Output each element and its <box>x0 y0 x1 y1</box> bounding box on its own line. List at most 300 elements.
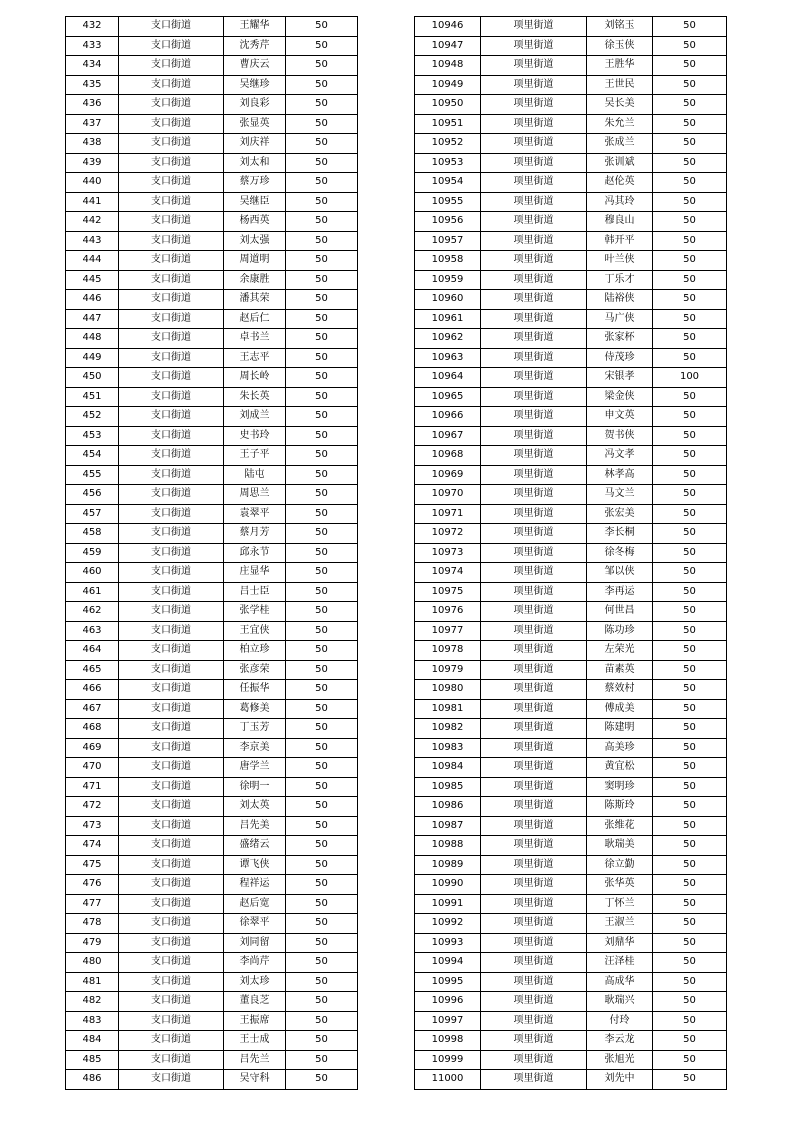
name-cell: 张家杯 <box>587 329 653 349</box>
name-cell: 朱允兰 <box>587 114 653 134</box>
table-row <box>66 699 358 719</box>
name-cell: 汪泽桂 <box>587 953 653 973</box>
table-row <box>66 582 358 602</box>
name-cell: 董良芝 <box>224 992 286 1012</box>
table-row <box>66 777 358 797</box>
row-number-cell: 10983 <box>415 738 481 758</box>
district-cell: 支口街道 <box>119 582 224 602</box>
district-cell: 支口街道 <box>119 251 224 271</box>
row-number-cell: 10946 <box>415 17 481 37</box>
amount-cell: 50 <box>286 660 358 680</box>
district-cell: 项里街道 <box>481 426 587 446</box>
table-row <box>66 134 358 154</box>
table-row <box>415 368 727 388</box>
amount-cell: 50 <box>286 75 358 95</box>
row-number-cell: 10961 <box>415 309 481 329</box>
amount-cell: 50 <box>286 17 358 37</box>
name-cell: 陈斯玲 <box>587 797 653 817</box>
amount-cell: 50 <box>653 992 727 1012</box>
amount-cell: 50 <box>653 231 727 251</box>
amount-cell: 50 <box>286 543 358 563</box>
amount-cell: 50 <box>653 348 727 368</box>
district-cell: 项里街道 <box>481 17 587 37</box>
name-cell: 王宜侠 <box>224 621 286 641</box>
district-cell: 项里街道 <box>481 972 587 992</box>
name-cell: 吕先兰 <box>224 1050 286 1070</box>
amount-cell: 50 <box>286 114 358 134</box>
amount-cell: 50 <box>653 855 727 875</box>
row-number-cell: 10984 <box>415 758 481 778</box>
name-cell: 李长桐 <box>587 524 653 544</box>
row-number-cell: 10975 <box>415 582 481 602</box>
table-row <box>415 231 727 251</box>
amount-cell: 50 <box>653 719 727 739</box>
amount-cell: 50 <box>653 75 727 95</box>
amount-cell: 50 <box>653 582 727 602</box>
row-number-cell: 433 <box>66 36 119 56</box>
name-cell: 吴守科 <box>224 1070 286 1090</box>
district-cell: 支口街道 <box>119 719 224 739</box>
row-number-cell: 10972 <box>415 524 481 544</box>
table-row <box>66 1031 358 1051</box>
name-cell: 马广侠 <box>587 309 653 329</box>
table-row <box>415 699 727 719</box>
row-number-cell: 454 <box>66 446 119 466</box>
row-number-cell: 10976 <box>415 602 481 622</box>
table-row <box>66 894 358 914</box>
row-number-cell: 473 <box>66 816 119 836</box>
table-row <box>66 36 358 56</box>
table-row <box>66 192 358 212</box>
name-cell: 余康胜 <box>224 270 286 290</box>
name-cell: 吕先美 <box>224 816 286 836</box>
table-row <box>415 1011 727 1031</box>
district-cell: 项里街道 <box>481 290 587 310</box>
table-row <box>66 329 358 349</box>
amount-cell: 50 <box>653 114 727 134</box>
district-cell: 支口街道 <box>119 270 224 290</box>
row-number-cell: 10952 <box>415 134 481 154</box>
table-row <box>66 719 358 739</box>
row-number-cell: 10996 <box>415 992 481 1012</box>
name-cell: 盛绪云 <box>224 836 286 856</box>
amount-cell: 50 <box>286 407 358 427</box>
district-cell: 项里街道 <box>481 212 587 232</box>
table-row <box>415 348 727 368</box>
name-cell: 王耀华 <box>224 17 286 37</box>
table-row <box>66 1070 358 1090</box>
table-row <box>66 875 358 895</box>
table-row <box>66 446 358 466</box>
row-number-cell: 10981 <box>415 699 481 719</box>
district-cell: 支口街道 <box>119 972 224 992</box>
row-number-cell: 445 <box>66 270 119 290</box>
row-number-cell: 10997 <box>415 1011 481 1031</box>
name-cell: 徐翠平 <box>224 914 286 934</box>
amount-cell: 50 <box>286 680 358 700</box>
amount-cell: 50 <box>653 251 727 271</box>
row-number-cell: 451 <box>66 387 119 407</box>
amount-cell: 50 <box>286 36 358 56</box>
row-number-cell: 447 <box>66 309 119 329</box>
district-cell: 支口街道 <box>119 212 224 232</box>
table-row <box>66 563 358 583</box>
amount-cell: 50 <box>653 309 727 329</box>
name-cell: 傅成美 <box>587 699 653 719</box>
amount-cell: 50 <box>286 134 358 154</box>
district-cell: 项里街道 <box>481 485 587 505</box>
district-cell: 支口街道 <box>119 231 224 251</box>
row-number-cell: 10968 <box>415 446 481 466</box>
row-number-cell: 10973 <box>415 543 481 563</box>
table-row <box>66 660 358 680</box>
row-number-cell: 467 <box>66 699 119 719</box>
row-number-cell: 10979 <box>415 660 481 680</box>
amount-cell: 50 <box>286 1050 358 1070</box>
district-cell: 支口街道 <box>119 387 224 407</box>
table-row <box>415 75 727 95</box>
name-cell: 吕士臣 <box>224 582 286 602</box>
row-number-cell: 10950 <box>415 95 481 115</box>
district-cell: 支口街道 <box>119 836 224 856</box>
table-row <box>415 543 727 563</box>
district-cell: 支口街道 <box>119 290 224 310</box>
row-number-cell: 10956 <box>415 212 481 232</box>
amount-cell: 50 <box>653 699 727 719</box>
row-number-cell: 10982 <box>415 719 481 739</box>
district-cell: 项里街道 <box>481 621 587 641</box>
amount-cell: 50 <box>653 329 727 349</box>
amount-cell: 50 <box>286 621 358 641</box>
left-table <box>65 16 358 1090</box>
table-row <box>415 114 727 134</box>
amount-cell: 50 <box>653 621 727 641</box>
name-cell: 耿瑞兴 <box>587 992 653 1012</box>
amount-cell: 50 <box>653 953 727 973</box>
row-number-cell: 10974 <box>415 563 481 583</box>
district-cell: 项里街道 <box>481 251 587 271</box>
table-row <box>415 758 727 778</box>
district-cell: 支口街道 <box>119 602 224 622</box>
amount-cell: 50 <box>286 95 358 115</box>
table-row <box>415 836 727 856</box>
table-row <box>415 95 727 115</box>
row-number-cell: 10999 <box>415 1050 481 1070</box>
table-row <box>66 309 358 329</box>
amount-cell: 50 <box>286 641 358 661</box>
table-row <box>415 875 727 895</box>
amount-cell: 50 <box>653 875 727 895</box>
name-cell: 王振席 <box>224 1011 286 1031</box>
row-number-cell: 481 <box>66 972 119 992</box>
name-cell: 赵后仁 <box>224 309 286 329</box>
amount-cell: 50 <box>286 212 358 232</box>
district-cell: 支口街道 <box>119 153 224 173</box>
district-cell: 项里街道 <box>481 36 587 56</box>
table-row <box>415 134 727 154</box>
amount-cell: 50 <box>653 426 727 446</box>
name-cell: 吴继珍 <box>224 75 286 95</box>
name-cell: 赵伦英 <box>587 173 653 193</box>
amount-cell: 50 <box>653 894 727 914</box>
amount-cell: 50 <box>286 309 358 329</box>
name-cell: 刘太珍 <box>224 972 286 992</box>
amount-cell: 50 <box>286 485 358 505</box>
amount-cell: 50 <box>286 602 358 622</box>
name-cell: 潘其荣 <box>224 290 286 310</box>
table-row <box>415 426 727 446</box>
row-number-cell: 10977 <box>415 621 481 641</box>
table-row <box>415 1050 727 1070</box>
row-number-cell: 436 <box>66 95 119 115</box>
district-cell: 支口街道 <box>119 368 224 388</box>
table-row <box>415 270 727 290</box>
name-cell: 陈建明 <box>587 719 653 739</box>
table-row <box>415 56 727 76</box>
district-cell: 支口街道 <box>119 621 224 641</box>
row-number-cell: 10969 <box>415 465 481 485</box>
name-cell: 刘成兰 <box>224 407 286 427</box>
row-number-cell: 485 <box>66 1050 119 1070</box>
district-cell: 项里街道 <box>481 933 587 953</box>
table-row <box>415 738 727 758</box>
row-number-cell: 10998 <box>415 1031 481 1051</box>
table-row <box>415 777 727 797</box>
row-number-cell: 432 <box>66 17 119 37</box>
name-cell: 刘庆祥 <box>224 134 286 154</box>
name-cell: 曹庆云 <box>224 56 286 76</box>
row-number-cell: 10989 <box>415 855 481 875</box>
row-number-cell: 443 <box>66 231 119 251</box>
name-cell: 陈功珍 <box>587 621 653 641</box>
district-cell: 支口街道 <box>119 192 224 212</box>
table-row <box>66 797 358 817</box>
district-cell: 支口街道 <box>119 758 224 778</box>
name-cell: 庄显华 <box>224 563 286 583</box>
amount-cell: 50 <box>286 1070 358 1090</box>
district-cell: 支口街道 <box>119 777 224 797</box>
row-number-cell: 465 <box>66 660 119 680</box>
table-row <box>66 387 358 407</box>
district-cell: 支口街道 <box>119 855 224 875</box>
amount-cell: 50 <box>286 270 358 290</box>
row-number-cell: 482 <box>66 992 119 1012</box>
table-row <box>66 56 358 76</box>
row-number-cell: 463 <box>66 621 119 641</box>
district-cell: 项里街道 <box>481 134 587 154</box>
district-cell: 支口街道 <box>119 485 224 505</box>
amount-cell: 50 <box>653 836 727 856</box>
name-cell: 张旭光 <box>587 1050 653 1070</box>
table-row <box>415 641 727 661</box>
row-number-cell: 10954 <box>415 173 481 193</box>
name-cell: 刘先中 <box>587 1070 653 1090</box>
name-cell: 陆裕侠 <box>587 290 653 310</box>
amount-cell: 50 <box>653 17 727 37</box>
district-cell: 项里街道 <box>481 797 587 817</box>
table-row <box>66 816 358 836</box>
row-number-cell: 437 <box>66 114 119 134</box>
name-cell: 申文英 <box>587 407 653 427</box>
row-number-cell: 448 <box>66 329 119 349</box>
name-cell: 蔡万珍 <box>224 173 286 193</box>
amount-cell: 50 <box>653 173 727 193</box>
name-cell: 王淑兰 <box>587 914 653 934</box>
row-number-cell: 10962 <box>415 329 481 349</box>
amount-cell: 50 <box>286 56 358 76</box>
district-cell: 项里街道 <box>481 95 587 115</box>
amount-cell: 100 <box>653 368 727 388</box>
name-cell: 唐学兰 <box>224 758 286 778</box>
name-cell: 卓书兰 <box>224 329 286 349</box>
table-row <box>415 524 727 544</box>
district-cell: 支口街道 <box>119 992 224 1012</box>
table-row <box>66 972 358 992</box>
table-row <box>66 738 358 758</box>
row-number-cell: 441 <box>66 192 119 212</box>
district-cell: 支口街道 <box>119 953 224 973</box>
row-number-cell: 10980 <box>415 680 481 700</box>
row-number-cell: 10953 <box>415 153 481 173</box>
district-cell: 支口街道 <box>119 426 224 446</box>
table-row <box>66 153 358 173</box>
district-cell: 项里街道 <box>481 914 587 934</box>
amount-cell: 50 <box>653 36 727 56</box>
name-cell: 冯其玲 <box>587 192 653 212</box>
name-cell: 周思兰 <box>224 485 286 505</box>
name-cell: 黄宜松 <box>587 758 653 778</box>
table-row <box>66 933 358 953</box>
table-row <box>415 719 727 739</box>
row-number-cell: 434 <box>66 56 119 76</box>
amount-cell: 50 <box>286 758 358 778</box>
row-number-cell: 439 <box>66 153 119 173</box>
amount-cell: 50 <box>286 699 358 719</box>
district-cell: 支口街道 <box>119 348 224 368</box>
name-cell: 张维花 <box>587 816 653 836</box>
name-cell: 周道明 <box>224 251 286 271</box>
table-row <box>66 485 358 505</box>
table-row <box>66 290 358 310</box>
amount-cell: 50 <box>286 524 358 544</box>
name-cell: 徐玉侠 <box>587 36 653 56</box>
name-cell: 刘铭玉 <box>587 17 653 37</box>
row-number-cell: 10988 <box>415 836 481 856</box>
row-number-cell: 476 <box>66 875 119 895</box>
amount-cell: 50 <box>653 602 727 622</box>
row-number-cell: 10971 <box>415 504 481 524</box>
name-cell: 徐冬梅 <box>587 543 653 563</box>
district-cell: 项里街道 <box>481 1070 587 1090</box>
row-number-cell: 10966 <box>415 407 481 427</box>
name-cell: 叶兰侠 <box>587 251 653 271</box>
district-cell: 支口街道 <box>119 933 224 953</box>
district-cell: 项里街道 <box>481 953 587 973</box>
table-row <box>66 836 358 856</box>
name-cell: 程祥运 <box>224 875 286 895</box>
name-cell: 袁翠平 <box>224 504 286 524</box>
row-number-cell: 440 <box>66 173 119 193</box>
name-cell: 刘鼎华 <box>587 933 653 953</box>
district-cell: 支口街道 <box>119 1050 224 1070</box>
table-row <box>66 641 358 661</box>
row-number-cell: 483 <box>66 1011 119 1031</box>
row-number-cell: 452 <box>66 407 119 427</box>
name-cell: 沈秀芹 <box>224 36 286 56</box>
name-cell: 赵后宽 <box>224 894 286 914</box>
district-cell: 项里街道 <box>481 329 587 349</box>
district-cell: 项里街道 <box>481 894 587 914</box>
name-cell: 丁乐才 <box>587 270 653 290</box>
table-row <box>66 504 358 524</box>
name-cell: 宋银孝 <box>587 368 653 388</box>
row-number-cell: 10990 <box>415 875 481 895</box>
row-number-cell: 486 <box>66 1070 119 1090</box>
table-row <box>415 972 727 992</box>
name-cell: 史书玲 <box>224 426 286 446</box>
district-cell: 支口街道 <box>119 563 224 583</box>
row-number-cell: 10951 <box>415 114 481 134</box>
row-number-cell: 10958 <box>415 251 481 271</box>
district-cell: 项里街道 <box>481 387 587 407</box>
district-cell: 支口街道 <box>119 680 224 700</box>
amount-cell: 50 <box>653 290 727 310</box>
district-cell: 支口街道 <box>119 797 224 817</box>
district-cell: 项里街道 <box>481 777 587 797</box>
amount-cell: 50 <box>286 504 358 524</box>
district-cell: 支口街道 <box>119 738 224 758</box>
name-cell: 张彦荣 <box>224 660 286 680</box>
row-number-cell: 10967 <box>415 426 481 446</box>
amount-cell: 50 <box>286 797 358 817</box>
name-cell: 左荣光 <box>587 641 653 661</box>
name-cell: 吴长美 <box>587 95 653 115</box>
district-cell: 项里街道 <box>481 231 587 251</box>
amount-cell: 50 <box>653 758 727 778</box>
district-cell: 项里街道 <box>481 173 587 193</box>
table-row <box>66 114 358 134</box>
amount-cell: 50 <box>286 914 358 934</box>
amount-cell: 50 <box>653 914 727 934</box>
district-cell: 项里街道 <box>481 641 587 661</box>
district-cell: 支口街道 <box>119 1031 224 1051</box>
district-cell: 项里街道 <box>481 504 587 524</box>
district-cell: 支口街道 <box>119 17 224 37</box>
row-number-cell: 10955 <box>415 192 481 212</box>
amount-cell: 50 <box>286 875 358 895</box>
table-row <box>415 36 727 56</box>
row-number-cell: 466 <box>66 680 119 700</box>
amount-cell: 50 <box>286 153 358 173</box>
name-cell: 苗素英 <box>587 660 653 680</box>
name-cell: 贺书侠 <box>587 426 653 446</box>
table-row <box>66 680 358 700</box>
name-cell: 蔡月芳 <box>224 524 286 544</box>
amount-cell: 50 <box>653 738 727 758</box>
row-number-cell: 10947 <box>415 36 481 56</box>
table-row <box>415 465 727 485</box>
amount-cell: 50 <box>286 836 358 856</box>
district-cell: 支口街道 <box>119 95 224 115</box>
amount-cell: 50 <box>653 153 727 173</box>
name-cell: 吴继臣 <box>224 192 286 212</box>
row-number-cell: 10978 <box>415 641 481 661</box>
table-row <box>66 465 358 485</box>
name-cell: 付玲 <box>587 1011 653 1031</box>
district-cell: 项里街道 <box>481 699 587 719</box>
amount-cell: 50 <box>653 387 727 407</box>
district-cell: 支口街道 <box>119 75 224 95</box>
